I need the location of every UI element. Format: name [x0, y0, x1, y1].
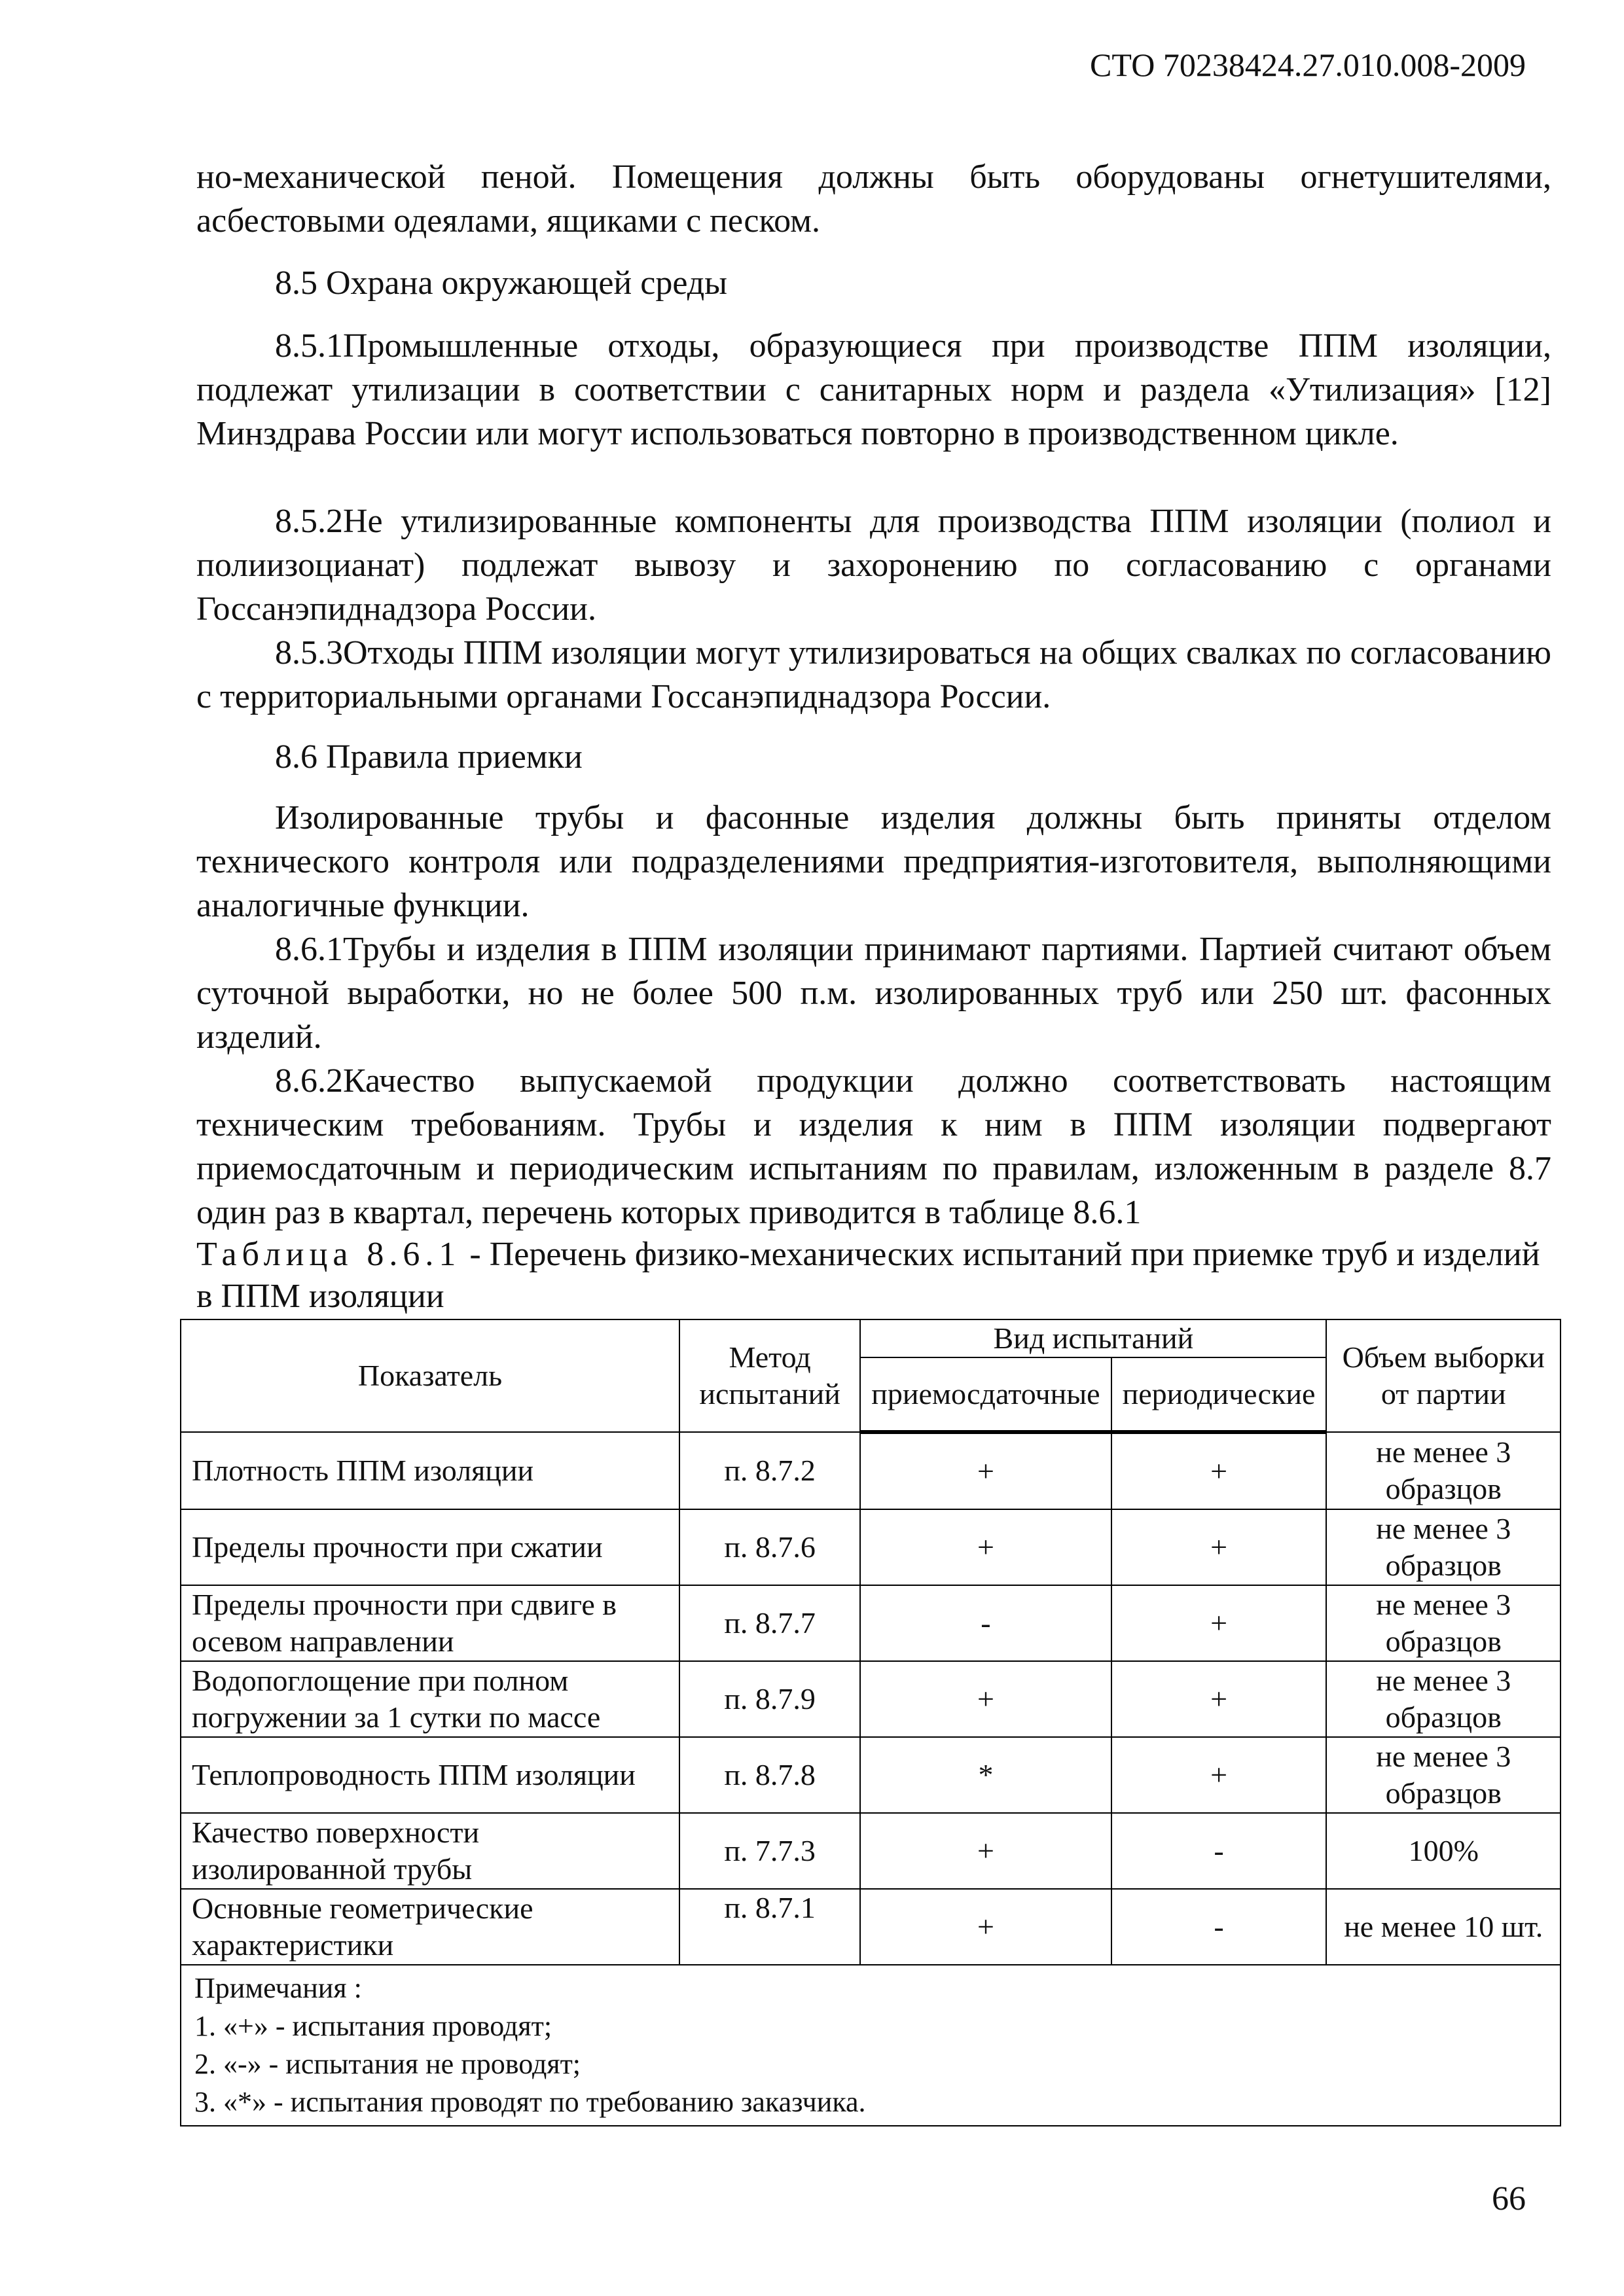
- page-number: 66: [1492, 2180, 1526, 2217]
- cell-periodic: +: [1111, 1737, 1327, 1813]
- cell-indicator: Качество поверхности изолированной трубы: [181, 1813, 679, 1889]
- cell-acceptance: +: [860, 1432, 1111, 1509]
- cell-sample: не менее 3 образцов: [1326, 1509, 1561, 1585]
- header-periodic: периодические: [1111, 1357, 1327, 1432]
- note-item: 1. «+» - испытания проводят;: [194, 2010, 552, 2042]
- acceptance-tests-table: [180, 1319, 1561, 2126]
- cell-indicator: Основные геометрические характеристики: [181, 1889, 679, 1965]
- cell-method: п. 8.7.6: [679, 1509, 860, 1585]
- paragraph-8-5-1: 8.5.1Промышленные отходы, образующиеся при производстве ППМ изоляции, подлежат утилизации в соответствии с санитарных норм и раздела «Утилизация» [12] Минздрава России или могут использоваться повторно в производственном цикле.: [196, 327, 1551, 452]
- paragraph-8-6-intro: Изолированные трубы и фасонные изделия должны быть приняты отделом технического контроля или подразделениями предприятия-изготовителя, выполняющими аналогичные функции.: [196, 799, 1551, 924]
- cell-indicator: Пределы прочности при сжатии: [181, 1509, 679, 1585]
- paragraph-8-6-2: 8.6.2Качество выпускаемой продукции должно соответствовать настоящим техническим требованиям. Трубы и изделия к ним в ППМ изоляции подвергают приемосдаточным и периодическим испытаниям по правилам, изложенным в разделе 8.7 один раз в квартал, перечень которых приводится в таблице 8.6.1: [196, 1062, 1551, 1231]
- table-row: [181, 1889, 1561, 1965]
- section-heading-8-5: 8.5 Охрана окружающей среды: [275, 264, 728, 302]
- document-code: СТО 70238424.27.010.008-2009: [1090, 46, 1526, 83]
- cell-periodic: +: [1111, 1432, 1327, 1509]
- cell-method: п. 8.7.9: [679, 1661, 860, 1737]
- cell-acceptance: +: [860, 1509, 1111, 1585]
- table-row: [181, 1737, 1561, 1813]
- section-heading-8-6: 8.6 Правила приемки: [275, 738, 583, 776]
- cell-acceptance: +: [860, 1661, 1111, 1737]
- table-caption: [196, 1234, 1551, 1318]
- table-row: [181, 1585, 1561, 1661]
- header-method: Метод испытаний: [679, 1319, 860, 1432]
- note-item: 3. «*» - испытания проводят по требованию заказчика.: [194, 2086, 866, 2118]
- table-notes-row: [181, 1965, 1561, 2126]
- cell-sample: не менее 3 образцов: [1326, 1737, 1561, 1813]
- cell-indicator: Водопоглощение при полном погружении за 1 сутки по массе: [181, 1661, 679, 1737]
- cell-method: п. 7.7.3: [679, 1813, 860, 1889]
- header-test-type: Вид испытаний: [860, 1319, 1326, 1357]
- cell-indicator: Плотность ППМ изоляции: [181, 1432, 679, 1509]
- paragraph-intro: но-механической пеной. Помещения должны быть оборудованы огнетушителями, асбестовыми одеялами, ящиками с песком.: [196, 158, 1551, 240]
- table-caption-text: - Перечень физико-механических испытаний при приемке труб и изделий в ППМ изоляции: [196, 1236, 1540, 1315]
- note-item: 2. «-» - испытания не проводят;: [194, 2048, 581, 2080]
- paragraph-8-6-1: 8.6.1Трубы и изделия в ППМ изоляции принимают партиями. Партией считают объем суточной выработки, но не более 500 п.м. изолированных труб или 250 шт. фасонных изделий.: [196, 931, 1551, 1056]
- cell-periodic: -: [1111, 1889, 1327, 1965]
- cell-method: п. 8.7.1: [679, 1889, 860, 1965]
- table-row: [181, 1813, 1561, 1889]
- table-row: [181, 1432, 1561, 1509]
- cell-sample: не менее 3 образцов: [1326, 1661, 1561, 1737]
- cell-acceptance: +: [860, 1813, 1111, 1889]
- cell-periodic: +: [1111, 1661, 1327, 1737]
- cell-sample: не менее 10 шт.: [1326, 1889, 1561, 1965]
- cell-acceptance: +: [860, 1889, 1111, 1965]
- cell-sample: 100%: [1326, 1813, 1561, 1889]
- header-acceptance: приемосдаточные: [860, 1357, 1111, 1432]
- cell-periodic: +: [1111, 1509, 1327, 1585]
- cell-method: п. 8.7.7: [679, 1585, 860, 1661]
- table-caption-label: Таблица 8.6.1: [196, 1236, 461, 1273]
- header-indicator: Показатель: [181, 1319, 679, 1432]
- notes-title: Примечания :: [194, 1972, 362, 2004]
- cell-indicator: Теплопроводность ППМ изоляции: [181, 1737, 679, 1813]
- cell-method: п. 8.7.8: [679, 1737, 860, 1813]
- table-notes: [181, 1965, 1561, 2126]
- cell-periodic: -: [1111, 1813, 1327, 1889]
- cell-acceptance: -: [860, 1585, 1111, 1661]
- table-row: [181, 1661, 1561, 1737]
- cell-acceptance: *: [860, 1737, 1111, 1813]
- cell-periodic: +: [1111, 1585, 1327, 1661]
- cell-sample: не менее 3 образцов: [1326, 1585, 1561, 1661]
- cell-method: п. 8.7.2: [679, 1432, 860, 1509]
- cell-sample: не менее 3 образцов: [1326, 1432, 1561, 1509]
- paragraph-8-5-2: 8.5.2Не утилизированные компоненты для производства ППМ изоляции (полиол и полиизоцианат) подлежат вывозу и захоронению по согласованию с органами Госсанэпиднадзора России.: [196, 503, 1551, 628]
- cell-indicator: Пределы прочности при сдвиге в осевом направлении: [181, 1585, 679, 1661]
- table-row: [181, 1509, 1561, 1585]
- header-sample-size: Объем выборки от партии: [1326, 1319, 1561, 1432]
- paragraph-8-5-3: 8.5.3Отходы ППМ изоляции могут утилизироваться на общих свалках по согласованию с территориальными органами Госсанэпиднадзора России.: [196, 634, 1551, 715]
